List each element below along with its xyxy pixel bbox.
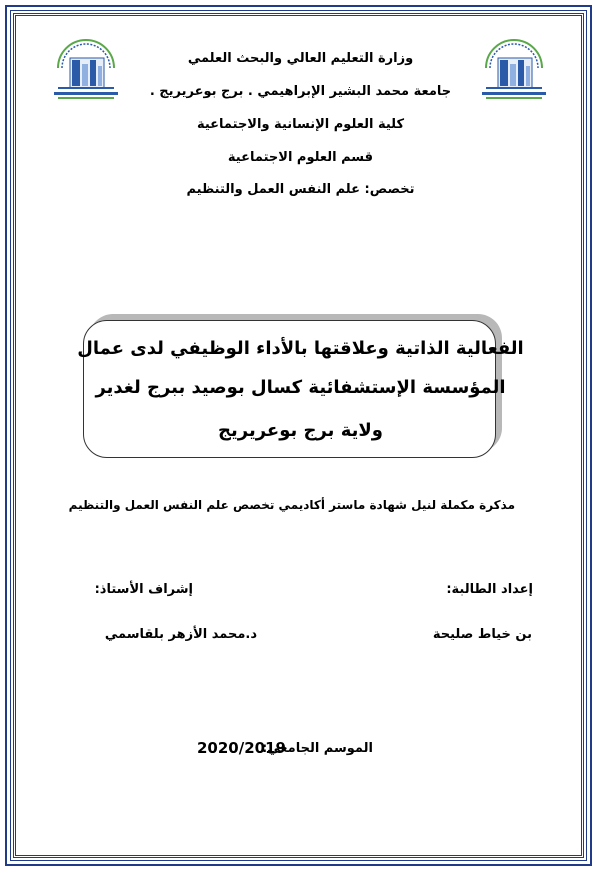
student-name: بن خياط صليحة: [432, 627, 532, 642]
thesis-subtitle: مذكرة مكملة لنيل شهادة ماستر أكاديمي تخصص علم النفس العمل والتنظيم: [68, 498, 515, 512]
university-name: جامعة محمد البشير الإبراهيمي . برج بوعريريج .: [149, 84, 452, 99]
ministry-name: وزارة التعليم العالي والبحث العلمي: [187, 51, 414, 66]
specialty-line: تخصص: علم النفس العمل والتنظيم: [186, 182, 415, 197]
faculty-name: كلية العلوم الإنسانية والاجتماعية: [196, 117, 405, 132]
department-name: قسم العلوم الاجتماعية: [227, 150, 374, 165]
supervisor-label: إشراف الأستاذ:: [94, 582, 193, 597]
thesis-title-line-3: ولاية برج بوعريريج: [218, 420, 383, 441]
student-label: إعداد الطالبة:: [446, 582, 533, 597]
supervisor-name: د.محمد الأزهر بلقاسمي: [104, 627, 257, 642]
academic-year-value: 2020/2019: [197, 739, 286, 757]
thesis-title-line-1: الفعالية الذاتية وعلاقتها بالأداء الوظيفي لدى عمال: [77, 338, 524, 359]
academic-year-label: الموسم الجامعي:: [261, 741, 373, 756]
thesis-title-line-2: المؤسسة الإستشفائية كسال بوصيد ببرج لغدير: [95, 377, 506, 398]
